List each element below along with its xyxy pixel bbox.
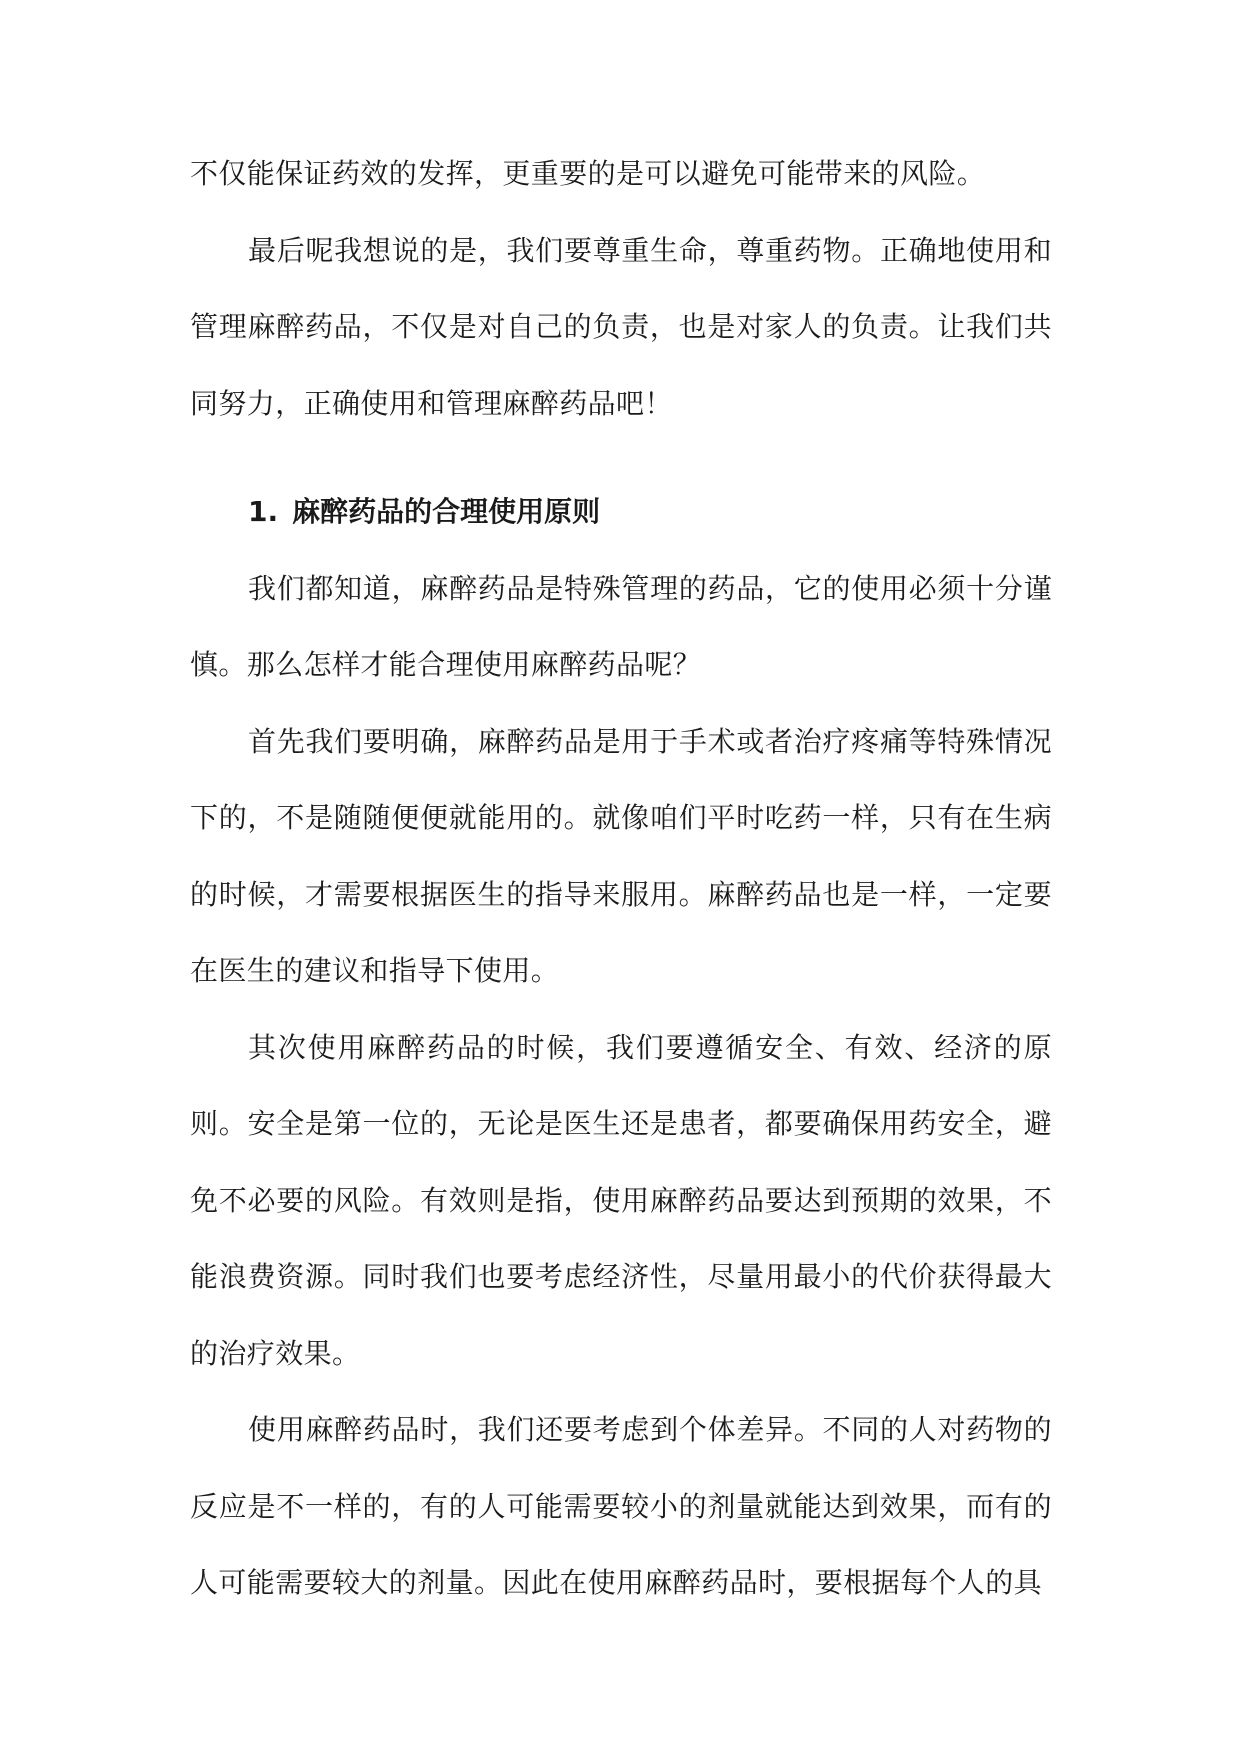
section-title: 麻醉药品的合理使用原则 — [292, 495, 601, 528]
paragraph-individual-differences: 使用麻醉药品时，我们还要考虑到个体差异。不同的人对药物的反应是不一样的，有的人可能需要较小的剂量就能达到效果，而有的人可能需要较大的剂量。因此在使用麻醉药品时，要根据每个人的具 — [190, 1413, 1052, 1599]
section-heading — [190, 474, 1052, 551]
section-number: 1. — [248, 495, 279, 528]
paragraph-first-point: 首先我们要明确，麻醉药品是用于手术或者治疗疼痛等特殊情况下的，不是随随便便就能用的。就像咱们平时吃药一样，只有在生病的时候，才需要根据医生的指导来服用。麻醉药品也是一样，一定要在医生的建议和指导下使用。 — [190, 724, 1052, 987]
paragraph-continuation: 不仅能保证药效的发挥，更重要的是可以避免可能带来的风险。 — [190, 157, 986, 190]
paragraph-second-point: 其次使用麻醉药品的时候，我们要遵循安全、有效、经济的原则。安全是第一位的，无论是医生还是患者，都要确保用药安全，避免不必要的风险。有效则是指，使用麻醉药品要达到预期的效果，不能浪费资源。同时我们也要考虑经济性，尽量用最小的代价获得最大的治疗效果。 — [190, 1030, 1052, 1370]
document-page — [190, 136, 1052, 1616]
paragraph-intro-question: 我们都知道，麻醉药品是特殊管理的药品，它的使用必须十分谨慎。那么怎样才能合理使用麻醉药品呢？ — [190, 571, 1052, 681]
paragraph-closing-remarks: 最后呢我想说的是，我们要尊重生命，尊重药物。正确地使用和管理麻醉药品，不仅是对自己的负责，也是对家人的负责。让我们共同努力，正确使用和管理麻醉药品吧！ — [190, 233, 1052, 420]
